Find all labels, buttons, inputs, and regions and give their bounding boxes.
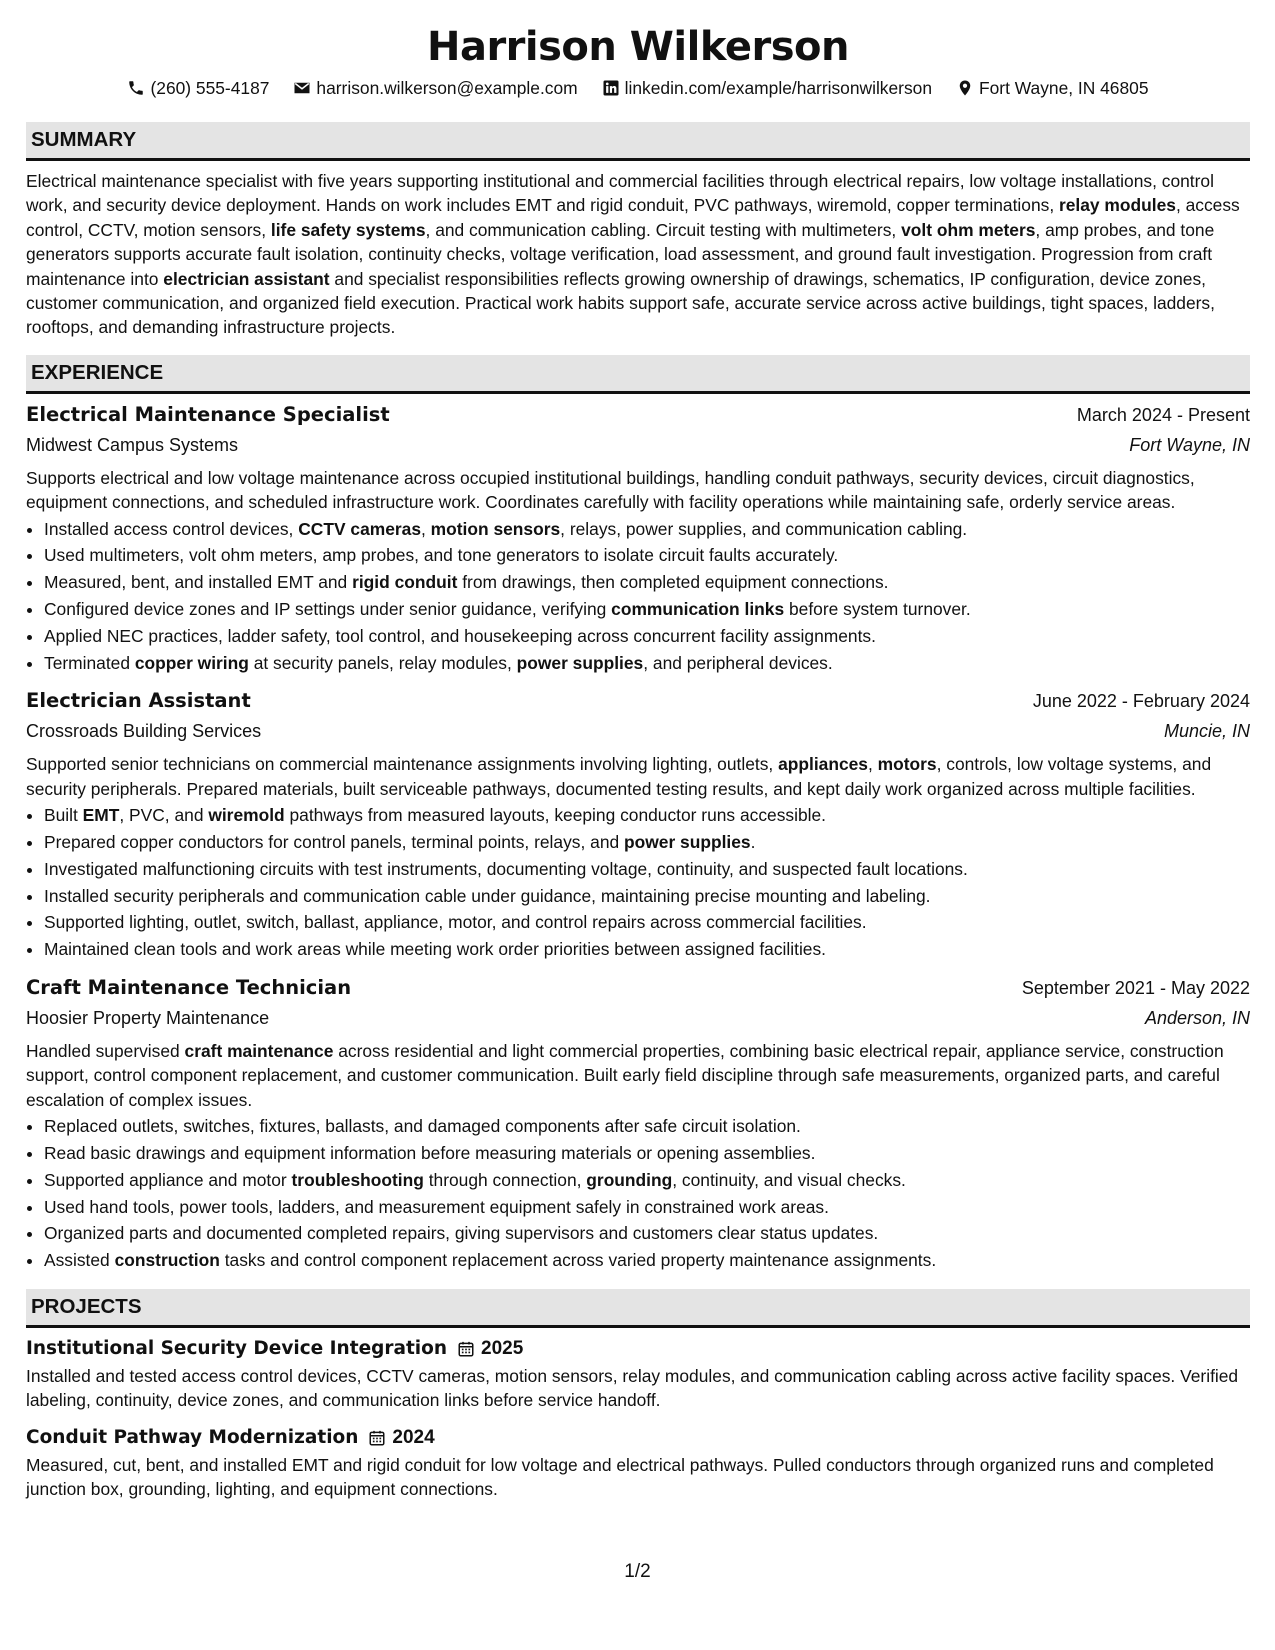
job-title: Craft Maintenance Technician — [26, 976, 352, 1000]
text-run: , — [867, 754, 878, 775]
email-text[interactable]: harrison.wilkerson@example.com — [316, 78, 578, 98]
email-icon — [293, 79, 311, 97]
text-run: before system turnover. — [784, 599, 971, 620]
text-run: Investigated malfunctioning circuits with test instruments, documenting voltage, continuity, and suspected fault locations. — [44, 858, 968, 879]
project-year — [368, 1423, 434, 1453]
text-run: from drawings, then completed equipment connections. — [457, 572, 889, 593]
bullet-item — [44, 1113, 1250, 1140]
location-text: Fort Wayne, IN 46805 — [979, 78, 1149, 98]
text-run: Read basic drawings and equipment information before measuring materials or opening assemblies. — [44, 1143, 816, 1164]
text-run: Built — [44, 805, 83, 826]
bold-keyword: volt ohm meters — [901, 219, 1036, 240]
bold-keyword: life safety systems — [270, 219, 426, 240]
text-run: Supported senior technicians on commercial maintenance assignments involving lighting, outlets, — [26, 754, 779, 775]
job-header-row — [26, 686, 1250, 716]
job-description — [26, 1039, 1250, 1112]
contact-bar — [26, 76, 1250, 100]
text-run: Supported appliance and motor — [44, 1169, 292, 1190]
job-company-row — [26, 1003, 1250, 1033]
text-run: Measured, bent, and installed EMT and — [44, 572, 353, 593]
project-header — [26, 1423, 1250, 1453]
text-run: Terminated — [44, 652, 135, 673]
text-run: pathways from measured layouts, keeping conductor runs accessible. — [284, 805, 826, 826]
job-dates: June 2022 - February 2024 — [1032, 691, 1250, 712]
job-company: Midwest Campus Systems — [26, 434, 239, 455]
text-run: , amp probes, and tone generators supports accurate fault isolation, continuity checks, voltage verification, load assessment, and ground fault investigation. Progression from craft maintenance into — [26, 219, 1215, 289]
text-run: , controls, low voltage systems, and security peripherals. Prepared materials, built serviceable pathways, documented testing results, and kept daily work organized across multiple facilities. — [26, 754, 1212, 799]
bold-keyword: CCTV cameras — [298, 518, 421, 539]
text-run: Configured device zones and IP settings under senior guidance, verifying — [44, 599, 612, 620]
project-year — [457, 1334, 523, 1364]
bold-keyword: power supplies — [624, 832, 751, 853]
job-entry — [26, 400, 1250, 677]
text-run: Handled supervised — [26, 1041, 185, 1062]
job-title: Electrical Maintenance Specialist — [26, 402, 390, 426]
bullet-item — [44, 569, 1250, 596]
bold-keyword: troubleshooting — [291, 1169, 424, 1190]
project-year-text: 2024 — [392, 1426, 435, 1448]
bullet-item — [44, 623, 1250, 650]
bullet-item — [44, 1167, 1250, 1194]
bullet-item — [44, 1194, 1250, 1221]
phone-icon — [127, 79, 145, 97]
resume-page — [26, 20, 1250, 1502]
bold-keyword: communication links — [611, 599, 785, 620]
bold-keyword: craft maintenance — [184, 1041, 334, 1062]
text-run: Installed access control devices, — [44, 518, 299, 539]
summary-text — [26, 169, 1250, 340]
bold-keyword: electrician assistant — [163, 268, 330, 289]
text-run: Organized parts and documented completed repairs, giving supervisors and customers clear status updates. — [44, 1223, 879, 1244]
calendar-icon — [368, 1429, 386, 1447]
bold-keyword: grounding — [586, 1169, 673, 1190]
job-entry — [26, 686, 1250, 963]
candidate-name: Harrison Wilkerson — [426, 24, 849, 70]
project-description: Installed and tested access control devices, CCTV cameras, motion sensors, relay modules, and communication cabling across active facility spaces. Verified labeling, continuity, device zones, and communication links before service handoff. — [26, 1366, 1239, 1411]
experience-heading: EXPERIENCE — [26, 355, 1250, 394]
page-number: 1/2 — [624, 1561, 651, 1582]
text-run: Applied NEC practices, ladder safety, tool control, and housekeeping across concurrent facility assignments. — [44, 625, 876, 646]
project-title: Institutional Security Device Integration — [26, 1338, 448, 1360]
bold-keyword: appliances — [778, 754, 868, 775]
bullet-item — [44, 516, 1250, 543]
project-entry — [26, 1423, 1250, 1502]
bullet-item — [44, 542, 1250, 569]
bullet-item — [44, 883, 1250, 910]
bullet-item — [44, 856, 1250, 883]
bold-keyword: copper wiring — [134, 652, 249, 673]
summary-heading: SUMMARY — [26, 122, 1250, 161]
job-company-row — [26, 716, 1250, 746]
projects-section — [26, 1289, 1250, 1502]
job-company: Crossroads Building Services — [26, 721, 262, 742]
bullet-item — [44, 1220, 1250, 1247]
bullet-item — [44, 909, 1250, 936]
text-run: , continuity, and visual checks. — [672, 1169, 906, 1190]
project-header — [26, 1334, 1250, 1364]
text-run: at security panels, relay modules, — [248, 652, 517, 673]
text-run: through connection, — [423, 1169, 587, 1190]
job-company-row — [26, 430, 1250, 460]
bullet-item — [44, 1140, 1250, 1167]
job-company: Hoosier Property Maintenance — [26, 1008, 270, 1029]
contact-email[interactable] — [293, 76, 577, 100]
text-run: , — [421, 518, 431, 539]
contact-location — [956, 76, 1148, 100]
project-entry — [26, 1334, 1250, 1413]
text-run: across residential and light commercial properties, combining basic electrical repair, appliance service, construction support, control component replacement, and customer communication. Built early field discipline through safe measurements, organized parts, and careful escalation of complex issues. — [26, 1041, 1224, 1110]
project-description: Measured, cut, bent, and installed EMT and rigid conduit for low voltage and electrical pathways. Pulled conductors through organized runs and completed junction box, grounding, lighting, and equipment connections. — [26, 1454, 1214, 1500]
contact-phone — [127, 76, 269, 100]
bullet-item — [44, 596, 1250, 623]
bold-keyword: construction — [114, 1250, 220, 1271]
job-bullets — [26, 516, 1250, 677]
job-bullets — [26, 802, 1250, 963]
text-run: Used multimeters, volt ohm meters, amp probes, and tone generators to isolate circuit faults accurately. — [44, 545, 839, 566]
text-run: Prepared copper conductors for control panels, terminal points, relays, and — [44, 832, 624, 853]
linkedin-icon — [602, 79, 620, 97]
text-run: Installed security peripherals and communication cable under guidance, maintaining precise mounting and labeling. — [44, 885, 931, 906]
job-title: Electrician Assistant — [26, 689, 251, 713]
text-run: tasks and control component replacement across varied property maintenance assignments. — [219, 1250, 937, 1271]
job-description: Supports electrical and low voltage maintenance across occupied institutional buildings, handling conduit pathways, security devices, circuit diagnostics, equipment connections, and scheduled infrastructure work. Coordinates carefully with facility operations while maintaining safe, orderly service areas. — [26, 467, 1195, 513]
job-location: Fort Wayne, IN — [1129, 434, 1250, 455]
job-location: Muncie, IN — [1163, 721, 1250, 742]
linkedin-text[interactable]: linkedin.com/example/harrisonwilkerson — [624, 78, 933, 98]
bold-keyword: motors — [877, 754, 937, 775]
summary-section — [26, 122, 1250, 340]
projects-heading: PROJECTS — [26, 1289, 1250, 1328]
bullet-item — [44, 1247, 1250, 1274]
bullet-item — [44, 802, 1250, 829]
text-run: , access control, CCTV, motion sensors, — [26, 195, 1240, 240]
project-year-text: 2025 — [481, 1338, 524, 1360]
job-dates: September 2021 - May 2022 — [1021, 978, 1250, 999]
bold-keyword: rigid conduit — [352, 572, 458, 593]
bold-keyword: EMT — [82, 805, 120, 826]
bold-keyword: wiremold — [208, 805, 285, 826]
bold-keyword: motion sensors — [430, 518, 561, 539]
job-header-row — [26, 400, 1250, 430]
text-run: Electrical maintenance specialist with five years supporting institutional and commercial facilities through electrical repairs, low voltage installations, control work, and security device deployment. Hands on work includes EMT and rigid conduit, PVC pathways, wiremold, copper terminations, — [26, 171, 1214, 216]
text-run: Assisted — [44, 1250, 115, 1271]
text-run: , relays, power supplies, and communication cabling. — [560, 518, 968, 539]
bullet-item — [44, 650, 1250, 677]
job-location: Anderson, IN — [1144, 1008, 1250, 1029]
experience-section — [26, 355, 1250, 1274]
bold-keyword: relay modules — [1058, 195, 1176, 216]
text-run: and specialist responsibilities reflects growing ownership of drawings, schematics, IP configuration, device zones, customer communication, and organized field execution. Practical work habits support safe, accurate service across active buildings, tight spaces, ladders, rooftops, and demanding infrastructure projects. — [26, 268, 1215, 338]
job-header-row — [26, 973, 1250, 1003]
text-run: Replaced outlets, switches, fixtures, ballasts, and damaged components after safe circuit isolation. — [44, 1116, 801, 1137]
bullet-item — [44, 936, 1250, 963]
text-run: Used hand tools, power tools, ladders, and measurement equipment safely in constrained work areas. — [44, 1196, 829, 1217]
text-run: Supported lighting, outlet, switch, ballast, appliance, motor, and control repairs across commercial facilities. — [44, 912, 867, 933]
text-run: , PVC, and — [119, 805, 209, 826]
phone-text: (260) 555-4187 — [150, 78, 270, 98]
job-bullets — [26, 1113, 1250, 1274]
location-pin-icon — [956, 79, 974, 97]
calendar-icon — [457, 1340, 475, 1358]
job-dates: March 2024 - Present — [1076, 404, 1250, 425]
text-run: Maintained clean tools and work areas while meeting work order priorities between assigned facilities. — [44, 939, 827, 960]
text-run: , and communication cabling. Circuit testing with multimeters, — [425, 219, 902, 240]
job-description — [26, 752, 1250, 801]
job-entry — [26, 973, 1250, 1274]
project-title: Conduit Pathway Modernization — [26, 1426, 359, 1448]
text-run: , and peripheral devices. — [643, 652, 833, 673]
bullet-item — [44, 829, 1250, 856]
text-run: . — [750, 832, 756, 853]
contact-linkedin[interactable] — [602, 76, 932, 100]
bold-keyword: power supplies — [516, 652, 644, 673]
